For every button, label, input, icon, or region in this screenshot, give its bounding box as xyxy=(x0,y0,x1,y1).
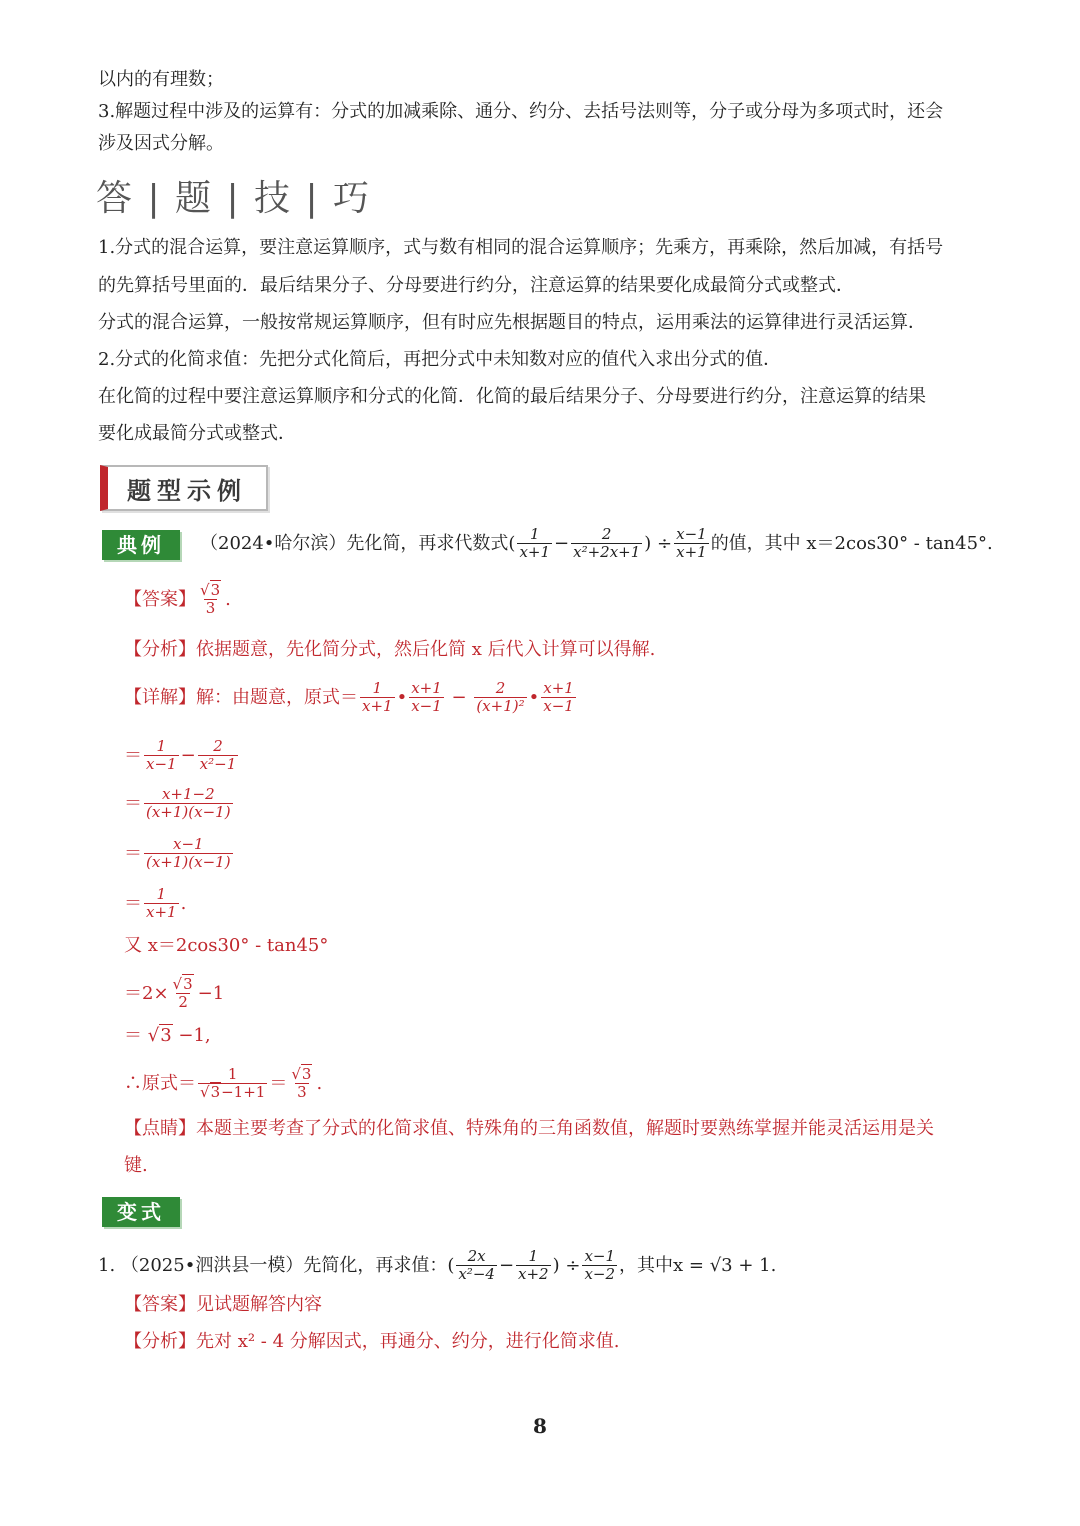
section-title: 题型示例 xyxy=(127,476,247,505)
step-5: ＝2× $\frac{√3}{2}$ −1 xyxy=(124,975,225,1011)
intro-line-2: 3.解题过程中涉及的运算有：分式的加减乘除、通分、约分、去括号法则等，分子或分母为多项式时，还会 xyxy=(98,101,944,122)
intro-line-1: 以内的有理数； xyxy=(98,69,224,90)
skills-p1-line-3: 分式的混合运算，一般按常规运算顺序，但有时应先根据题目的特点，运用乘法的运算律进行灵活运算． xyxy=(98,312,926,333)
comment-line-1 xyxy=(124,1119,934,1139)
variant-analysis-label: 【分析】 xyxy=(124,1331,196,1352)
variant-answer-text: 见试题解答内容 xyxy=(196,1294,322,1315)
variant-answer-label: 【答案】 xyxy=(124,1294,196,1315)
example-source: （2024•哈尔滨）先化简，再求代数式( xyxy=(200,532,516,554)
example-question: （2024•哈尔滨）先化简，再求代数式( $\frac{1}{x+1}$ − $\frac{2}{\text{x²+2x+1}}$ ) ÷ $\frac{x-1}{x+1}$ 的值，其中 x＝2cos30° - tan45°. xyxy=(200,525,993,561)
skills-p2-line-3: 要化成最简分式或整式． xyxy=(98,423,296,444)
skills-p2-line-2: 在化简的过程中要注意运算顺序和分式的化简．化简的最后结果分子、分母要进行约分，注意运算的结果 xyxy=(98,386,926,407)
example-detail: 【详解】 解：由题意，原式＝ $\frac{1}{x+1}$ • $\frac{x+1}{x-1}$ − $\frac{2}{\text{(x+1)²}}$ • $\frac{x+1}{x-1}$ xyxy=(124,679,574,715)
section-title-box xyxy=(100,465,268,511)
comment-text-1: 本题主要考查了分式的化简求值、特殊角的三角函数值，解题时要熟练掌握并能灵活运用是关 xyxy=(196,1118,934,1139)
example-tail: 的值，其中 x＝2cos30° - tan45°. xyxy=(710,532,993,554)
example-answer: 【答案】 $\frac{√3}{3}$ . xyxy=(124,581,231,617)
step-4: ＝ $\frac{1}{x+1}$ . xyxy=(124,885,187,921)
variant-tag: 变式 xyxy=(102,1197,180,1227)
step-2: ＝ $\frac{x+1-2}{(x+1)(x-1)}$ xyxy=(124,785,231,821)
detail-text: 解：由题意，原式＝ xyxy=(196,686,358,708)
comment-line-2: 键. xyxy=(124,1155,148,1176)
step-3: ＝ $\frac{x-1}{(x+1)(x-1)}$ xyxy=(124,835,231,871)
therefore-label: ∴原式＝ xyxy=(124,1072,196,1094)
page-number: 8 xyxy=(533,1414,547,1438)
variant-answer xyxy=(124,1295,322,1315)
analysis-label: 【分析】 xyxy=(124,639,196,660)
step-1: ＝ $\frac{1}{x-1}$ − $\frac{2}{\text{x²−1}}$ xyxy=(124,737,237,773)
example-tag: 典例 xyxy=(102,530,180,560)
variant-question-1: 1. （2025•泗洪县一模）先简化，再求值：( $\frac{2x}{\text{x²−4}}$ − $\frac{1}{x+2}$ ) ÷ $\frac{x-1}{x-2}$ ，其中x = √3 + 1. xyxy=(98,1247,777,1283)
again-line: 又 x＝2cos30° - tan45° xyxy=(124,935,329,956)
skills-p1-line-1: 1.分式的混合运算，要注意运算顺序，式与数有相同的混合运算顺序；先乘方，再乘除，然后加减，有括号 xyxy=(98,237,944,258)
example-analysis xyxy=(124,640,655,660)
skills-p2-line-1: 2.分式的化简求值：先把分式化简后，再把分式中未知数对应的值代入求出分式的值． xyxy=(98,349,782,370)
skills-heading: 答 | 题 | 技 | 巧 xyxy=(96,178,372,219)
comment-label: 【点睛】 xyxy=(124,1118,196,1139)
step-7: ∴原式＝ $\frac{1}{√3-1+1}$ ＝ $\frac{√3}{3}$ . xyxy=(124,1065,323,1101)
step-6: ＝ √3 −1, xyxy=(124,1025,211,1046)
analysis-text: 依据题意，先化简分式，然后化简 x 后代入计算可以得解. xyxy=(196,639,656,660)
detail-label: 【详解】 xyxy=(124,686,196,708)
variant-analysis xyxy=(124,1332,620,1352)
variant-analysis-text: 先对 x² - 4 分解因式，再通分、约分，进行化简求值. xyxy=(196,1331,620,1352)
skills-p1-line-2: 的先算括号里面的．最后结果分子、分母要进行约分，注意运算的结果要化成最简分式或整式． xyxy=(98,275,854,296)
intro-line-3: 涉及因式分解。 xyxy=(98,133,224,154)
answer-label: 【答案】 xyxy=(124,588,196,610)
variant-q1-tail: ，其中x = √3 + 1. xyxy=(619,1254,777,1276)
variant-q1-text: 1. （2025•泗洪县一模）先简化，再求值：( xyxy=(98,1254,455,1276)
